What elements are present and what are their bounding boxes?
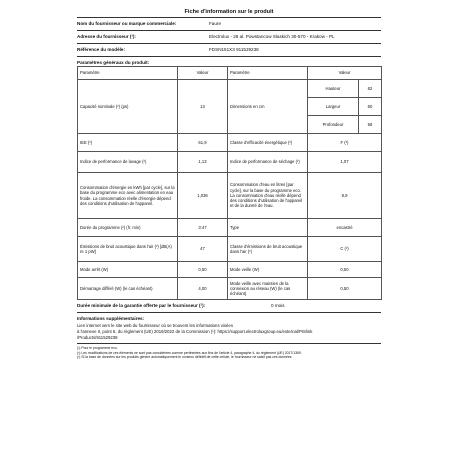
warranty-value: 0 mois (271, 303, 285, 308)
params-section-title: Paramètres généraux du produit: (77, 60, 150, 65)
dimensions-label: Dimensions en cm (228, 80, 308, 134)
model-row (77, 44, 381, 56)
table-row (78, 237, 382, 262)
table-row (78, 80, 382, 134)
additional-info-title: Informations supplémentaires: (77, 316, 145, 321)
network-standby-label: Mode veille avec maintien de la connexion au réseau (W) (le cas échéant) (228, 278, 308, 300)
table-header-row (78, 67, 382, 80)
additional-info-line[interactable]: /Products/911529238 (77, 335, 118, 340)
footnote: (²) Les modifications de ces éléments ne sont pas considérées comme pertinentes aux fins de l'article 4, paragraphe 4, du règlement (UE) 2017/1369. (77, 350, 302, 355)
noise-class-value: C (²) (308, 237, 382, 262)
water-consumption-label: Consommation d'eau en litres [par cycle], sur la base du programme eco. La consommation d'eau réelle dépend des conditions d'utilisation de l'appareil et de la dureté de l'eau. (228, 173, 308, 219)
cleaning-index-value: 1,13 (178, 152, 228, 173)
table-row (78, 219, 382, 237)
standby-value: 0,50 (308, 262, 382, 278)
additional-info-line: Lien internet vers le site web du fournisseur où se trouvent les informations visées (77, 323, 233, 328)
document-title: Fiche d'information sur le produit (184, 9, 274, 15)
noise-label: Émissions de bruit acoustique dans l'air (²) [dB(A) re 1 pW] (78, 237, 178, 262)
table-row (78, 262, 382, 278)
delay-start-value: 4,00 (178, 278, 228, 300)
header-parameter: Paramètre (78, 67, 178, 80)
standby-label: Mode veille (W) (228, 262, 308, 278)
iee-value: 61,9 (178, 134, 228, 152)
depth-label: Profondeur (322, 121, 344, 127)
cleaning-index-label: Indice de performance de lavage (²) (78, 152, 178, 173)
table-row (78, 152, 382, 173)
address-label: Adresse du fournisseur (¹): (77, 34, 136, 39)
table-row (78, 278, 382, 300)
height-label: Hauteur (325, 85, 341, 91)
supplier-label: Nom du fournisseur ou marque commerciale: (77, 21, 177, 26)
table-row (78, 134, 382, 152)
footnotes (77, 344, 381, 360)
parameters-table (77, 66, 382, 300)
off-mode-value: 0,50 (178, 262, 228, 278)
model-value: FDSN151X3 911529238 (209, 47, 259, 52)
warranty-row (77, 300, 381, 312)
product-information-sheet (77, 7, 381, 360)
drying-index-label: Indice de performance de séchage (²) (228, 152, 308, 173)
off-mode-label: Mode arrêt (W) (78, 262, 178, 278)
header-value: Valeur (178, 67, 228, 80)
table-row (78, 173, 382, 219)
additional-info-text (77, 323, 381, 341)
model-label: Référence du modèle: (77, 47, 125, 52)
header-value-2: Valeur (308, 67, 382, 80)
noise-value: 47 (178, 237, 228, 262)
supplier-value: Faure (209, 21, 222, 26)
address-row (77, 31, 381, 43)
footnote: (¹) Pour le programme eco. (77, 346, 118, 350)
capacity-label: Capacité nominale (²) (ps) (78, 80, 178, 134)
iee-label: IEE (²) (78, 134, 178, 152)
height-value: 82 (358, 80, 381, 97)
network-standby-value: 0,50 (308, 278, 382, 300)
energy-class-label: Classe d'efficacité énergétique (²) (228, 134, 308, 152)
delay-start-label: Démarrage différé (W) (le cas échéant) (78, 278, 178, 300)
energy-consumption-label: Consommation d'énergie en kWh [par cycle], sur la base du programme eco avec alimentation en eau froide. La consommation réelle d'énergie dépend des conditions d'utilisation de l'appareil. (78, 173, 178, 219)
type-value: encastré (308, 219, 382, 237)
warranty-label: Durée minimale de la garantie offerte par le fournisseur (¹): (77, 303, 206, 308)
duration-value: 3:47 (178, 219, 228, 237)
depth-value: 58 (358, 116, 381, 133)
water-consumption-value: 9,9 (308, 173, 382, 219)
type-label: Type (228, 219, 308, 237)
dimensions-values (308, 80, 382, 134)
header-parameter-2: Paramètre (228, 67, 308, 80)
footnote: (³) Si la base de données sur les produits génère automatiquement le contenu définitif de cette cellule, le fournisseur ne saisit pas ces données. (77, 355, 293, 360)
capacity-value: 13 (178, 80, 228, 134)
width-label: Largeur (325, 103, 341, 109)
additional-info-line[interactable]: à l'annexe II, point 6, du règlement (UE) 2019/2022 de la Commission (¹): https://support.electroluxgroup.eu/external/PISlink (77, 329, 313, 334)
energy-consumption-value: 1,036 (178, 173, 228, 219)
drying-index-value: 1,07 (308, 152, 382, 173)
duration-label: Durée du programme (²) (h: min) (78, 219, 178, 237)
energy-class-value: F (³) (308, 134, 382, 152)
width-value: 60 (358, 98, 381, 115)
noise-class-label: Classe d'émissions de bruit acoustique dans l'air (²) (228, 237, 308, 262)
supplier-row (77, 18, 381, 30)
address-value: Electrolux - 26 al. Powstancow Slaskich 30-570 - Krakow - PL (209, 34, 335, 39)
